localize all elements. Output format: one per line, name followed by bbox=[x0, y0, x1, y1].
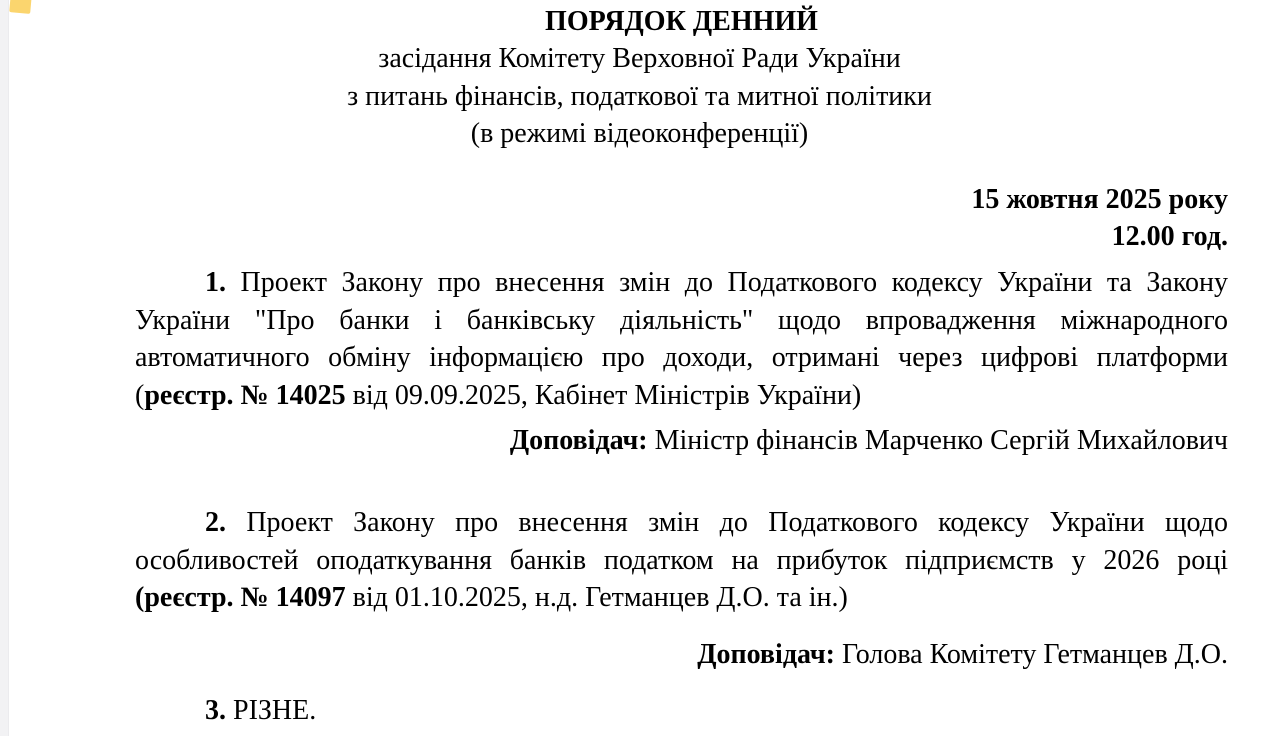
subtitle-line-1: засідання Комітету Верховної Ради України bbox=[378, 43, 901, 75]
speaker-name-2: Голова Комітету Гетманцев Д.О. bbox=[835, 638, 1228, 670]
speaker-name-1: Міністр фінансів Марченко Сергій Михайлович bbox=[647, 425, 1228, 457]
subtitle-line-3: (в режимі відеоконференції) bbox=[470, 118, 809, 150]
page-edge-strip bbox=[0, 0, 9, 736]
meeting-date: 15 жовтня 2025 року bbox=[971, 183, 1228, 215]
speaker-line-1 bbox=[135, 422, 1228, 459]
subtitle-line-2: з питань фінансів, податкової та митної політики bbox=[347, 80, 932, 112]
bookmark-tab bbox=[9, 0, 32, 14]
meeting-datetime bbox=[135, 181, 1228, 256]
agenda-title: ПОРЯДОК ДЕННИЙ bbox=[545, 6, 818, 37]
speaker-label-1: Доповідач: bbox=[509, 425, 648, 457]
document-content bbox=[135, 3, 1228, 730]
meeting-time: 12.00 год. bbox=[1111, 221, 1228, 253]
agenda-item-1: 1. Проект Закону про внесення змін до Податкового кодексу України та Закону України "Про банки і банківську діяльність" щодо впровадження міжнародного автоматичного обміну інформацією про доходи, отримані через цифрові платформи (реєстр. № 14025 від 09.09.2025, Кабінет Міністрів України) bbox=[135, 267, 1228, 411]
agenda-item-3: 3. РІЗНЕ. bbox=[205, 695, 317, 727]
speaker-line-2 bbox=[135, 636, 1228, 673]
speaker-label-2: Доповідач: bbox=[697, 638, 835, 670]
agenda-item-2: 2. Проект Закону про внесення змін до Податкового кодексу України щодо особливостей оподаткування банків податком на прибуток підприємств у 2026 році (реєстр. № 14097 від 01.10.2025, н.д. Гетманцев Д.О. та ін.) bbox=[135, 507, 1228, 614]
